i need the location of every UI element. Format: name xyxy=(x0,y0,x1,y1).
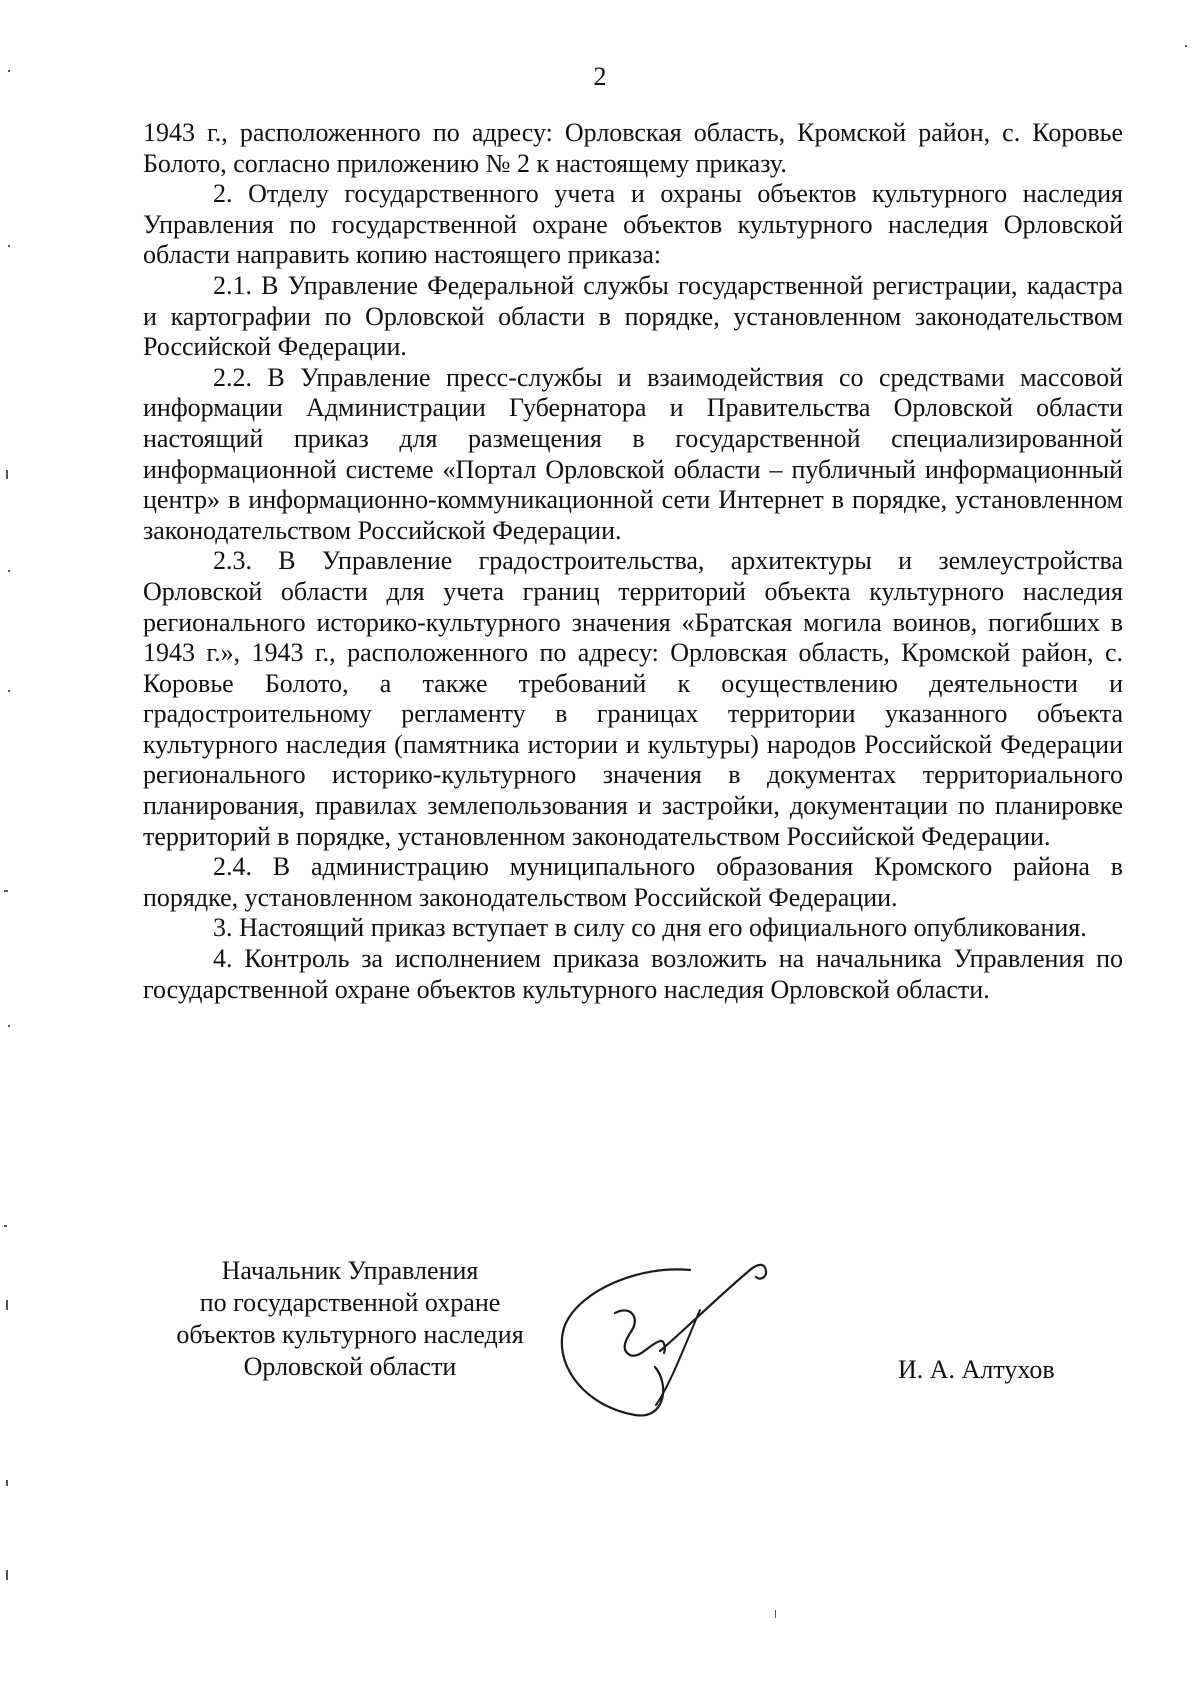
scan-speck xyxy=(6,1480,8,1486)
paragraph-continuation: 1943 г., расположенного по адресу: Орловская область, Кромской район, с. Коровье Болото, согласно приложению № 2 к настоящему приказу. xyxy=(143,118,1123,178)
scan-speck xyxy=(4,890,8,892)
document-body xyxy=(143,118,1123,1005)
scan-speck xyxy=(8,245,10,247)
signer-name: И. А. Алтухов xyxy=(898,1355,1055,1384)
scan-speck xyxy=(8,1025,10,1027)
position-line: объектов культурного наследия xyxy=(176,1320,524,1349)
paragraph-item-2-4: 2.4. В администрацию муниципального образования Кромского района в порядке, установленном законодательством Российской Федерации. xyxy=(143,852,1123,912)
paragraph-item-2: 2. Отделу государственного учета и охраны объектов культурного наследия Управления по государственной охране объектов культурного наследия Орловской области направить копию настоящего приказа: xyxy=(143,179,1123,270)
paragraph-item-2-1: 2.1. В Управление Федеральной службы государственной регистрации, кадастра и картографии по Орловской области в порядке, установленном законодательством Российской Федерации. xyxy=(143,270,1123,362)
scan-speck xyxy=(8,690,10,692)
scan-speck xyxy=(8,570,10,572)
paragraph-item-2-2: 2.2. В Управление пресс-службы и взаимодействия со средствами массовой информации Администрации Губернатора и Правительства Орловской области настоящий приказ для размещения в государственной специализированной информационной системе «Портал Орловской области – публичный информационный центр» в информационно-коммуникационной сети Интернет в порядке, установленном законодательством Российской Федерации. xyxy=(143,362,1123,545)
paragraph-item-2-3: 2.3. В Управление градостроительства, архитектуры и землеустройства Орловской области для учета границ территорий объекта культурного наследия регионального историко-культурного значения «Братская могила воинов, погибших в 1943 г.», 1943 г., расположенного по адресу: Орловская область, Кромской район, с. Коровье Болото, а также требований к осуществлению деятельности и градостроительному регламенту в границах территории указанного объекта культурного наследия (памятника истории и культуры) народов Российской Федерации регионального историко-культурного значения в документах территориального планирования, правилах землепользования и застройки, документации по планировке территорий в порядке, установленном законодательством Российской Федерации. xyxy=(143,546,1123,851)
scan-speck xyxy=(6,470,8,479)
position-line: по государственной охране xyxy=(199,1288,501,1317)
signatory-position xyxy=(150,1255,550,1383)
paragraph-item-3: 3. Настоящий приказ вступает в силу со дня его официального опубликования. xyxy=(213,913,1087,943)
page-number: 2 xyxy=(593,62,607,91)
paragraph-item-4: 4. Контроль за исполнением приказа возложить на начальника Управления по государственной охране объектов культурного наследия Орловской области. xyxy=(143,944,1123,1004)
scan-speck xyxy=(6,1570,8,1580)
scan-speck xyxy=(1185,45,1187,47)
position-line: Орловской области xyxy=(243,1352,457,1381)
scan-speck xyxy=(6,1300,8,1310)
scan-speck xyxy=(775,1610,776,1618)
position-line: Начальник Управления xyxy=(221,1256,479,1285)
scan-speck xyxy=(8,70,10,72)
handwritten-signature xyxy=(560,1255,840,1425)
scan-speck xyxy=(4,1225,7,1227)
